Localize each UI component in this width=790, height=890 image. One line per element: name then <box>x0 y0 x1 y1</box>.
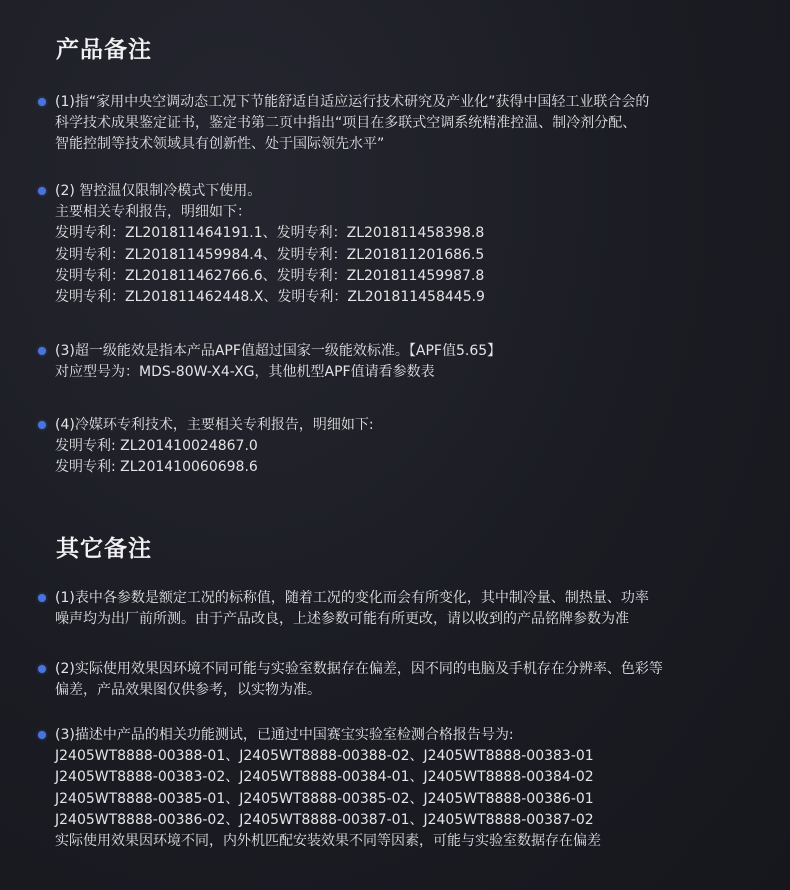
patent-line: 发明专利：ZL201811459984.4、发明专利：ZL201811201686.5 <box>55 246 485 263</box>
patent-line: 发明专利：ZL201811464191.1、发明专利：ZL201811458398.8 <box>55 225 485 242</box>
bullet-dot-icon <box>38 347 46 355</box>
note-line: (1)表中各参数是额定工况的标称值，随着工况的变化而会有所变化，其中制冷量、制热量、功率 <box>55 590 649 606</box>
bullet-dot-icon <box>38 594 46 602</box>
patent-line: 发明专利：ZL201811462448.X、发明专利：ZL201811458445.9 <box>55 289 485 306</box>
note-line: (2)实际使用效果因环境不同可能与实验室数据存在偏差，因不同的电脑及手机存在分辨率、色彩等 <box>55 661 663 677</box>
report-number-line: J2405WT8888-00388-01、J2405WT8888-00388-02、J2405WT8888-00383-01 <box>55 748 594 765</box>
note-line: (4)冷媒环专利技术，主要相关专利报告，明细如下: <box>55 417 374 433</box>
report-number-line: J2405WT8888-00383-02、J2405WT8888-00384-01、J2405WT8888-00384-02 <box>55 769 594 786</box>
note-line: 噪声均为出厂前所测。由于产品改良，上述参数可能有所更改，请以收到的产品铭牌参数为准 <box>55 611 629 628</box>
note-line: (3)描述中产品的相关功能测试，已通过中国赛宝实验室检测合格报告号为: <box>55 727 514 743</box>
report-number-line: J2405WT8888-00386-02、J2405WT8888-00387-01、J2405WT8888-00387-02 <box>55 811 594 828</box>
product-note-1 <box>38 92 758 156</box>
section-title-other-notes: 其它备注 <box>56 536 152 562</box>
section-title-product-notes: 产品备注 <box>56 37 152 63</box>
bullet-dot-icon <box>38 98 46 106</box>
other-note-1 <box>38 588 758 630</box>
note-line: 主要相关专利报告，明细如下： <box>55 204 251 221</box>
bullet-dot-icon <box>38 731 46 739</box>
note-line: (1)指“家用中央空调动态工况下节能舒适自适应运行技术研究及产业化”获得中国轻工业联合会的 <box>55 94 650 110</box>
patent-line: 发明专利：ZL201811462766.6、发明专利：ZL201811459987.8 <box>55 267 485 284</box>
bullet-dot-icon <box>38 665 46 673</box>
bullet-dot-icon <box>38 421 46 429</box>
other-note-2 <box>38 659 758 701</box>
note-line: 对应型号为：MDS-80W-X4-XG，其他机型APF值请看参数表 <box>55 364 435 381</box>
product-note-3 <box>38 341 758 383</box>
note-line: 科学技术成果鉴定证书，鉴定书第二页中指出“项目在多联式空调系统精准控温、制冷剂分配、 <box>55 115 637 132</box>
product-note-4 <box>38 415 758 479</box>
note-line: 实际使用效果因环境不同，内外机匹配安装效果不同等因素，可能与实验室数据存在偏差 <box>55 833 601 850</box>
other-note-3 <box>38 725 758 852</box>
note-line: 智能控制等技术领域具有创新性、处于国际领先水平” <box>55 136 385 153</box>
product-note-2 <box>38 181 758 308</box>
note-line: (2) 智控温仅限制冷模式下使用。 <box>55 183 262 199</box>
note-line: 偏差，产品效果图仅供参考，以实物为准。 <box>55 682 321 699</box>
patent-line: 发明专利: ZL201410024867.0 <box>55 438 258 455</box>
report-number-line: J2405WT8888-00385-01、J2405WT8888-00385-02、J2405WT8888-00386-01 <box>55 790 594 807</box>
bullet-dot-icon <box>38 187 46 195</box>
patent-line: 发明专利: ZL201410060698.6 <box>55 459 258 476</box>
note-line: (3)超一级能效是指本产品APF值超过国家一级能效标准。【APF值5.65】 <box>55 343 502 359</box>
